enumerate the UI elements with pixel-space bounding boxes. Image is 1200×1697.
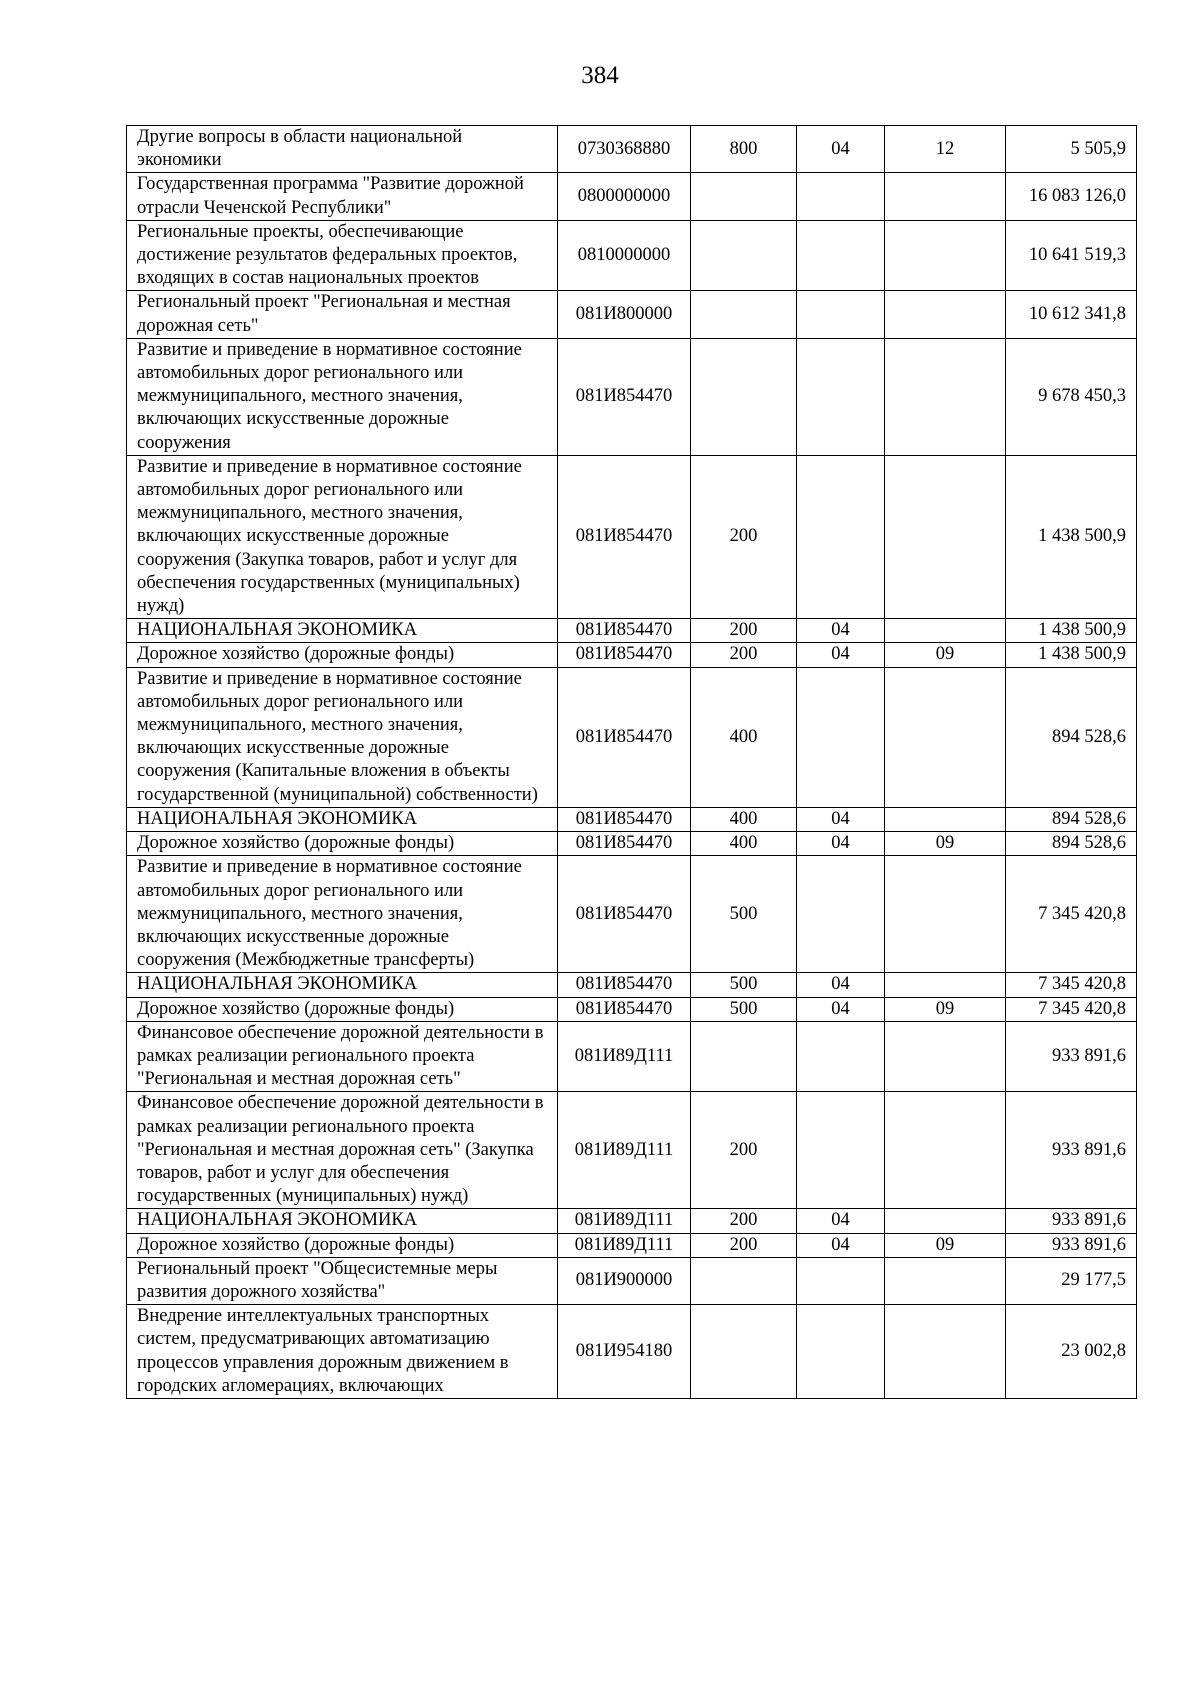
row-target-code: 0730368880 (558, 126, 691, 173)
row-name: Развитие и приведение в нормативное состояние автомобильных дорог регионального или межмуниципального, местного значения, включающих искусственные дорожные сооружения (Капитальные вложения в объекты государственной (муниципальной) собственности) (127, 667, 558, 807)
row-expense-type: 200 (691, 643, 797, 667)
table-row (127, 1305, 1137, 1399)
row-expense-type: 200 (691, 1233, 797, 1257)
table-row (127, 455, 1137, 618)
row-expense-type (691, 291, 797, 338)
row-target-code: 081И89Д111 (558, 1233, 691, 1257)
budget-table (126, 125, 1137, 1399)
page-number: 384 (581, 62, 619, 89)
row-expense-type (691, 1021, 797, 1092)
row-amount: 1 438 500,9 (1006, 455, 1137, 618)
row-name: Другие вопросы в области национальной экономики (127, 126, 558, 173)
row-section (797, 291, 885, 338)
row-amount: 933 891,6 (1006, 1209, 1137, 1233)
row-section: 04 (797, 619, 885, 643)
row-name: Региональные проекты, обеспечивающие достижение результатов федеральных проектов, входящих в состав национальных проектов (127, 220, 558, 291)
row-name: Региональный проект "Общесистемные меры развития дорожного хозяйства" (127, 1257, 558, 1304)
row-section: 04 (797, 643, 885, 667)
row-section: 04 (797, 807, 885, 831)
row-name: НАЦИОНАЛЬНАЯ ЭКОНОМИКА (127, 973, 558, 997)
row-expense-type: 200 (691, 1092, 797, 1209)
row-name: Региональный проект "Региональная и местная дорожная сеть" (127, 291, 558, 338)
row-subsection (885, 667, 1006, 807)
row-name: Финансовое обеспечение дорожной деятельности в рамках реализации регионального проекта "Региональная и местная дорожная сеть" (127, 1021, 558, 1092)
row-amount: 933 891,6 (1006, 1021, 1137, 1092)
row-amount: 7 345 420,8 (1006, 973, 1137, 997)
table-row (127, 1209, 1137, 1233)
row-name: Государственная программа "Развитие дорожной отрасли Чеченской Республики" (127, 173, 558, 220)
row-subsection: 09 (885, 643, 1006, 667)
row-section (797, 1305, 885, 1399)
row-section: 04 (797, 832, 885, 856)
row-section: 04 (797, 973, 885, 997)
row-section (797, 856, 885, 973)
row-section (797, 1021, 885, 1092)
row-name: НАЦИОНАЛЬНАЯ ЭКОНОМИКА (127, 1209, 558, 1233)
row-subsection (885, 973, 1006, 997)
row-target-code: 081И854470 (558, 619, 691, 643)
row-section (797, 1092, 885, 1209)
row-section (797, 1257, 885, 1304)
row-name: Дорожное хозяйство (дорожные фонды) (127, 997, 558, 1021)
table-row (127, 126, 1137, 173)
row-name: Развитие и приведение в нормативное состояние автомобильных дорог регионального или межмуниципального, местного значения, включающих искусственные дорожные сооружения (Межбюджетные трансферты) (127, 856, 558, 973)
row-subsection (885, 619, 1006, 643)
table-row (127, 856, 1137, 973)
row-subsection (885, 173, 1006, 220)
row-target-code: 0810000000 (558, 220, 691, 291)
row-amount: 1 438 500,9 (1006, 619, 1137, 643)
table-row (127, 338, 1137, 455)
table-row (127, 173, 1137, 220)
row-target-code: 081И854470 (558, 338, 691, 455)
row-subsection (885, 807, 1006, 831)
row-subsection (885, 1305, 1006, 1399)
row-target-code: 081И89Д111 (558, 1021, 691, 1092)
row-target-code: 081И800000 (558, 291, 691, 338)
table-row (127, 973, 1137, 997)
row-expense-type: 200 (691, 1209, 797, 1233)
row-amount: 933 891,6 (1006, 1233, 1137, 1257)
row-target-code: 081И854470 (558, 973, 691, 997)
row-expense-type: 800 (691, 126, 797, 173)
row-name: Внедрение интеллектуальных транспортных систем, предусматривающих автоматизацию процессов управления дорожным движением в городских агломерациях, включающих (127, 1305, 558, 1399)
table-row (127, 1233, 1137, 1257)
row-target-code: 081И854470 (558, 832, 691, 856)
row-subsection (885, 1021, 1006, 1092)
row-amount: 894 528,6 (1006, 667, 1137, 807)
row-target-code: 081И854470 (558, 643, 691, 667)
row-subsection: 09 (885, 1233, 1006, 1257)
row-amount: 7 345 420,8 (1006, 856, 1137, 973)
row-target-code: 081И854470 (558, 455, 691, 618)
budget-table-body (127, 126, 1137, 1399)
row-expense-type (691, 220, 797, 291)
row-subsection (885, 338, 1006, 455)
table-row (127, 220, 1137, 291)
row-target-code: 081И854470 (558, 667, 691, 807)
row-subsection (885, 220, 1006, 291)
row-expense-type: 400 (691, 832, 797, 856)
row-amount: 933 891,6 (1006, 1092, 1137, 1209)
table-row (127, 1092, 1137, 1209)
table-row (127, 619, 1137, 643)
row-name: Финансовое обеспечение дорожной деятельности в рамках реализации регионального проекта "Региональная и местная дорожная сеть" (Закупка товаров, работ и услуг для обеспечения государственных (муниципальных) нужд) (127, 1092, 558, 1209)
row-section (797, 455, 885, 618)
row-amount: 23 002,8 (1006, 1305, 1137, 1399)
row-target-code: 081И854470 (558, 997, 691, 1021)
row-amount: 29 177,5 (1006, 1257, 1137, 1304)
row-subsection (885, 291, 1006, 338)
row-expense-type: 500 (691, 856, 797, 973)
row-name: НАЦИОНАЛЬНАЯ ЭКОНОМИКА (127, 807, 558, 831)
row-target-code: 081И900000 (558, 1257, 691, 1304)
row-subsection: 12 (885, 126, 1006, 173)
row-section: 04 (797, 126, 885, 173)
row-target-code: 081И89Д111 (558, 1092, 691, 1209)
row-name: Дорожное хозяйство (дорожные фонды) (127, 832, 558, 856)
table-row (127, 832, 1137, 856)
row-expense-type: 200 (691, 619, 797, 643)
row-subsection (885, 1092, 1006, 1209)
row-expense-type: 400 (691, 807, 797, 831)
row-expense-type: 500 (691, 973, 797, 997)
table-row (127, 1257, 1137, 1304)
table-row (127, 643, 1137, 667)
row-subsection (885, 1209, 1006, 1233)
row-amount: 16 083 126,0 (1006, 173, 1137, 220)
row-expense-type: 200 (691, 455, 797, 618)
table-row (127, 1021, 1137, 1092)
row-subsection: 09 (885, 832, 1006, 856)
row-amount: 7 345 420,8 (1006, 997, 1137, 1021)
row-section (797, 667, 885, 807)
row-section: 04 (797, 1209, 885, 1233)
row-expense-type: 500 (691, 997, 797, 1021)
table-row (127, 291, 1137, 338)
row-amount: 894 528,6 (1006, 807, 1137, 831)
row-name: Дорожное хозяйство (дорожные фонды) (127, 643, 558, 667)
row-target-code: 081И954180 (558, 1305, 691, 1399)
row-target-code: 081И89Д111 (558, 1209, 691, 1233)
row-section: 04 (797, 997, 885, 1021)
row-amount: 5 505,9 (1006, 126, 1137, 173)
row-expense-type (691, 338, 797, 455)
row-subsection: 09 (885, 997, 1006, 1021)
table-row (127, 997, 1137, 1021)
row-subsection (885, 455, 1006, 618)
row-expense-type (691, 1305, 797, 1399)
row-name: Дорожное хозяйство (дорожные фонды) (127, 1233, 558, 1257)
table-row (127, 667, 1137, 807)
row-section (797, 220, 885, 291)
table-row (127, 807, 1137, 831)
row-amount: 10 641 519,3 (1006, 220, 1137, 291)
row-expense-type: 400 (691, 667, 797, 807)
row-name: НАЦИОНАЛЬНАЯ ЭКОНОМИКА (127, 619, 558, 643)
row-expense-type (691, 1257, 797, 1304)
row-name: Развитие и приведение в нормативное состояние автомобильных дорог регионального или межмуниципального, местного значения, включающих искусственные дорожные сооружения (Закупка товаров, работ и услуг для обеспечения государственных (муниципальных) нужд) (127, 455, 558, 618)
row-amount: 1 438 500,9 (1006, 643, 1137, 667)
row-target-code: 0800000000 (558, 173, 691, 220)
row-target-code: 081И854470 (558, 807, 691, 831)
row-amount: 894 528,6 (1006, 832, 1137, 856)
row-amount: 10 612 341,8 (1006, 291, 1137, 338)
row-subsection (885, 856, 1006, 973)
row-section (797, 338, 885, 455)
row-name: Развитие и приведение в нормативное состояние автомобильных дорог регионального или межмуниципального, местного значения, включающих искусственные дорожные сооружения (127, 338, 558, 455)
row-target-code: 081И854470 (558, 856, 691, 973)
row-section (797, 173, 885, 220)
row-section: 04 (797, 1233, 885, 1257)
row-amount: 9 678 450,3 (1006, 338, 1137, 455)
row-expense-type (691, 173, 797, 220)
row-subsection (885, 1257, 1006, 1304)
